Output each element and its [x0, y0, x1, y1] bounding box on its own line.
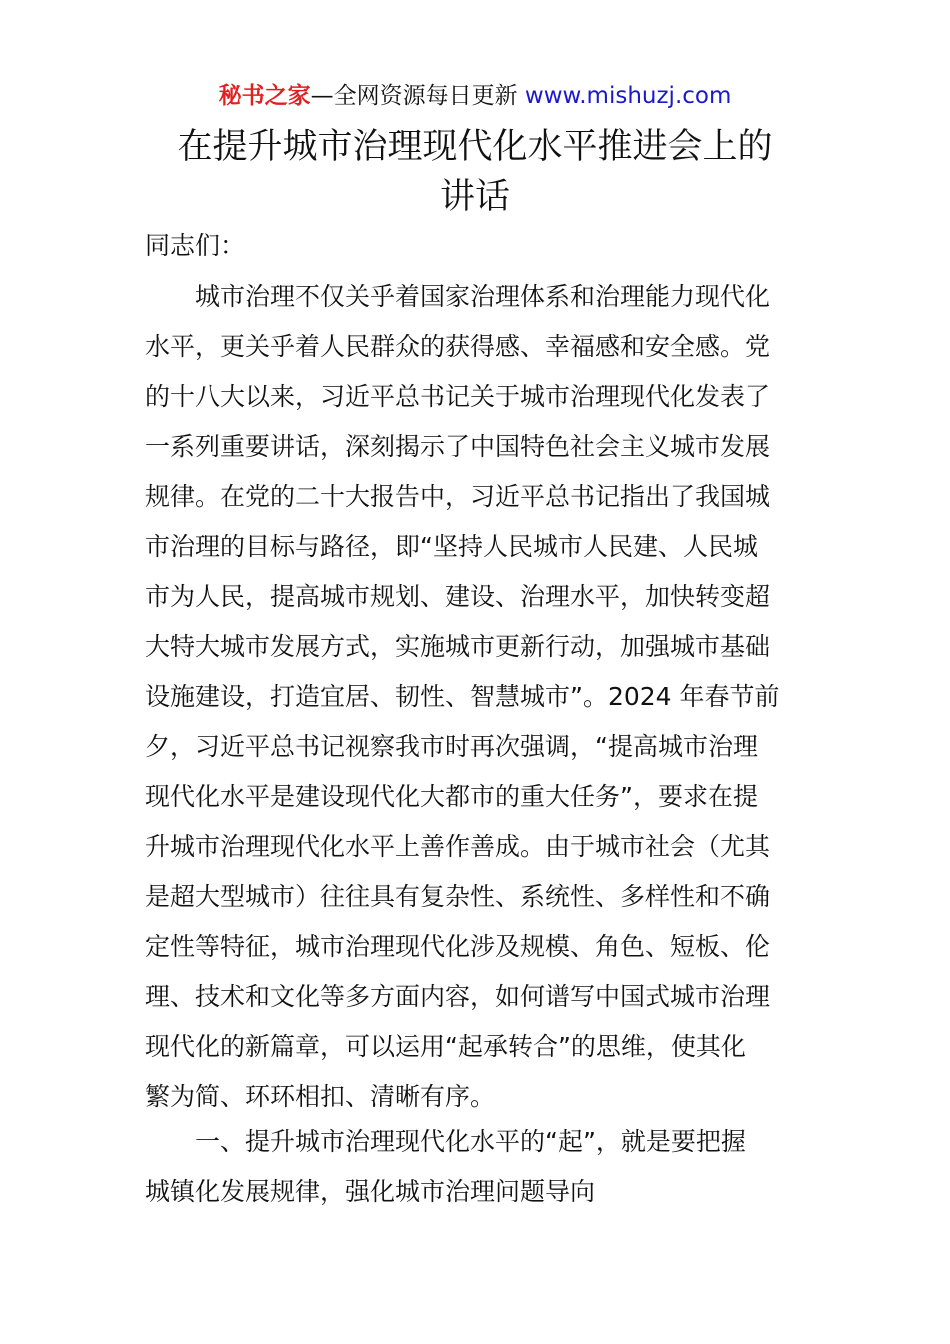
salutation: 同志们： — [145, 231, 246, 260]
text-line: 升城市治理现代化水平上善作善成。由于城市社会（尤其 — [145, 832, 771, 861]
text-line: 城镇化发展规律，强化城市治理问题导向 — [145, 1177, 596, 1206]
text-line: 水平，更关乎着人民群众的获得感、幸福感和安全感。党 — [145, 332, 771, 361]
text-line: 市为人民，提高城市规划、建设、治理水平，加快转变超 — [145, 582, 771, 611]
text-line: 大特大城市发展方式，实施城市更新行动，加强城市基础 — [145, 632, 771, 661]
title-line: 在提升城市治理现代化水平推进会上的 — [177, 127, 773, 167]
text-line: 设施建设，打造宜居、韧性、智慧城市”。2024 年春节前 — [145, 682, 780, 711]
text-line: 一、提升城市治理现代化水平的“起”，就是要把握 — [195, 1127, 746, 1156]
document-title — [145, 122, 805, 222]
text-line: 现代化的新篇章，可以运用“起承转合”的思维，使其化 — [145, 1032, 746, 1061]
text-line: 夕，习近平总书记视察我市时再次强调，“提高城市治理 — [145, 732, 758, 761]
paragraph-intro — [145, 277, 790, 1127]
site-url-link[interactable]: www.mishuzj.com — [524, 83, 732, 109]
site-brand: 秘书之家 — [218, 83, 311, 109]
site-header — [0, 80, 950, 112]
text-line: 繁为简、环环相扣、清晰有序。 — [145, 1082, 496, 1111]
text-line: 规律。在党的二十大报告中，习近平总书记指出了我国城 — [145, 482, 771, 511]
text-line: 理、技术和文化等多方面内容，如何谱写中国式城市治理 — [145, 982, 771, 1011]
text-line: 一系列重要讲话，深刻揭示了中国特色社会主义城市发展 — [145, 432, 771, 461]
text-line: 现代化水平是建设现代化大都市的重大任务”，要求在提 — [145, 782, 758, 811]
text-line: 市治理的目标与路径，即“坚持人民城市人民建、人民城 — [145, 532, 758, 561]
text-line: 的十八大以来，习近平总书记关于城市治理现代化发表了 — [145, 382, 771, 411]
text-line: 城市治理不仅关乎着国家治理体系和治理能力现代化 — [195, 282, 771, 311]
section-heading-1 — [145, 1122, 790, 1222]
text-line: 是超大型城市）往往具有复杂性、系统性、多样性和不确 — [145, 882, 771, 911]
site-tagline: —全网资源每日更新 — [310, 83, 518, 109]
text-line: 定性等特征，城市治理现代化涉及规模、角色、短板、伦 — [145, 932, 771, 961]
title-line: 讲话 — [439, 177, 510, 217]
